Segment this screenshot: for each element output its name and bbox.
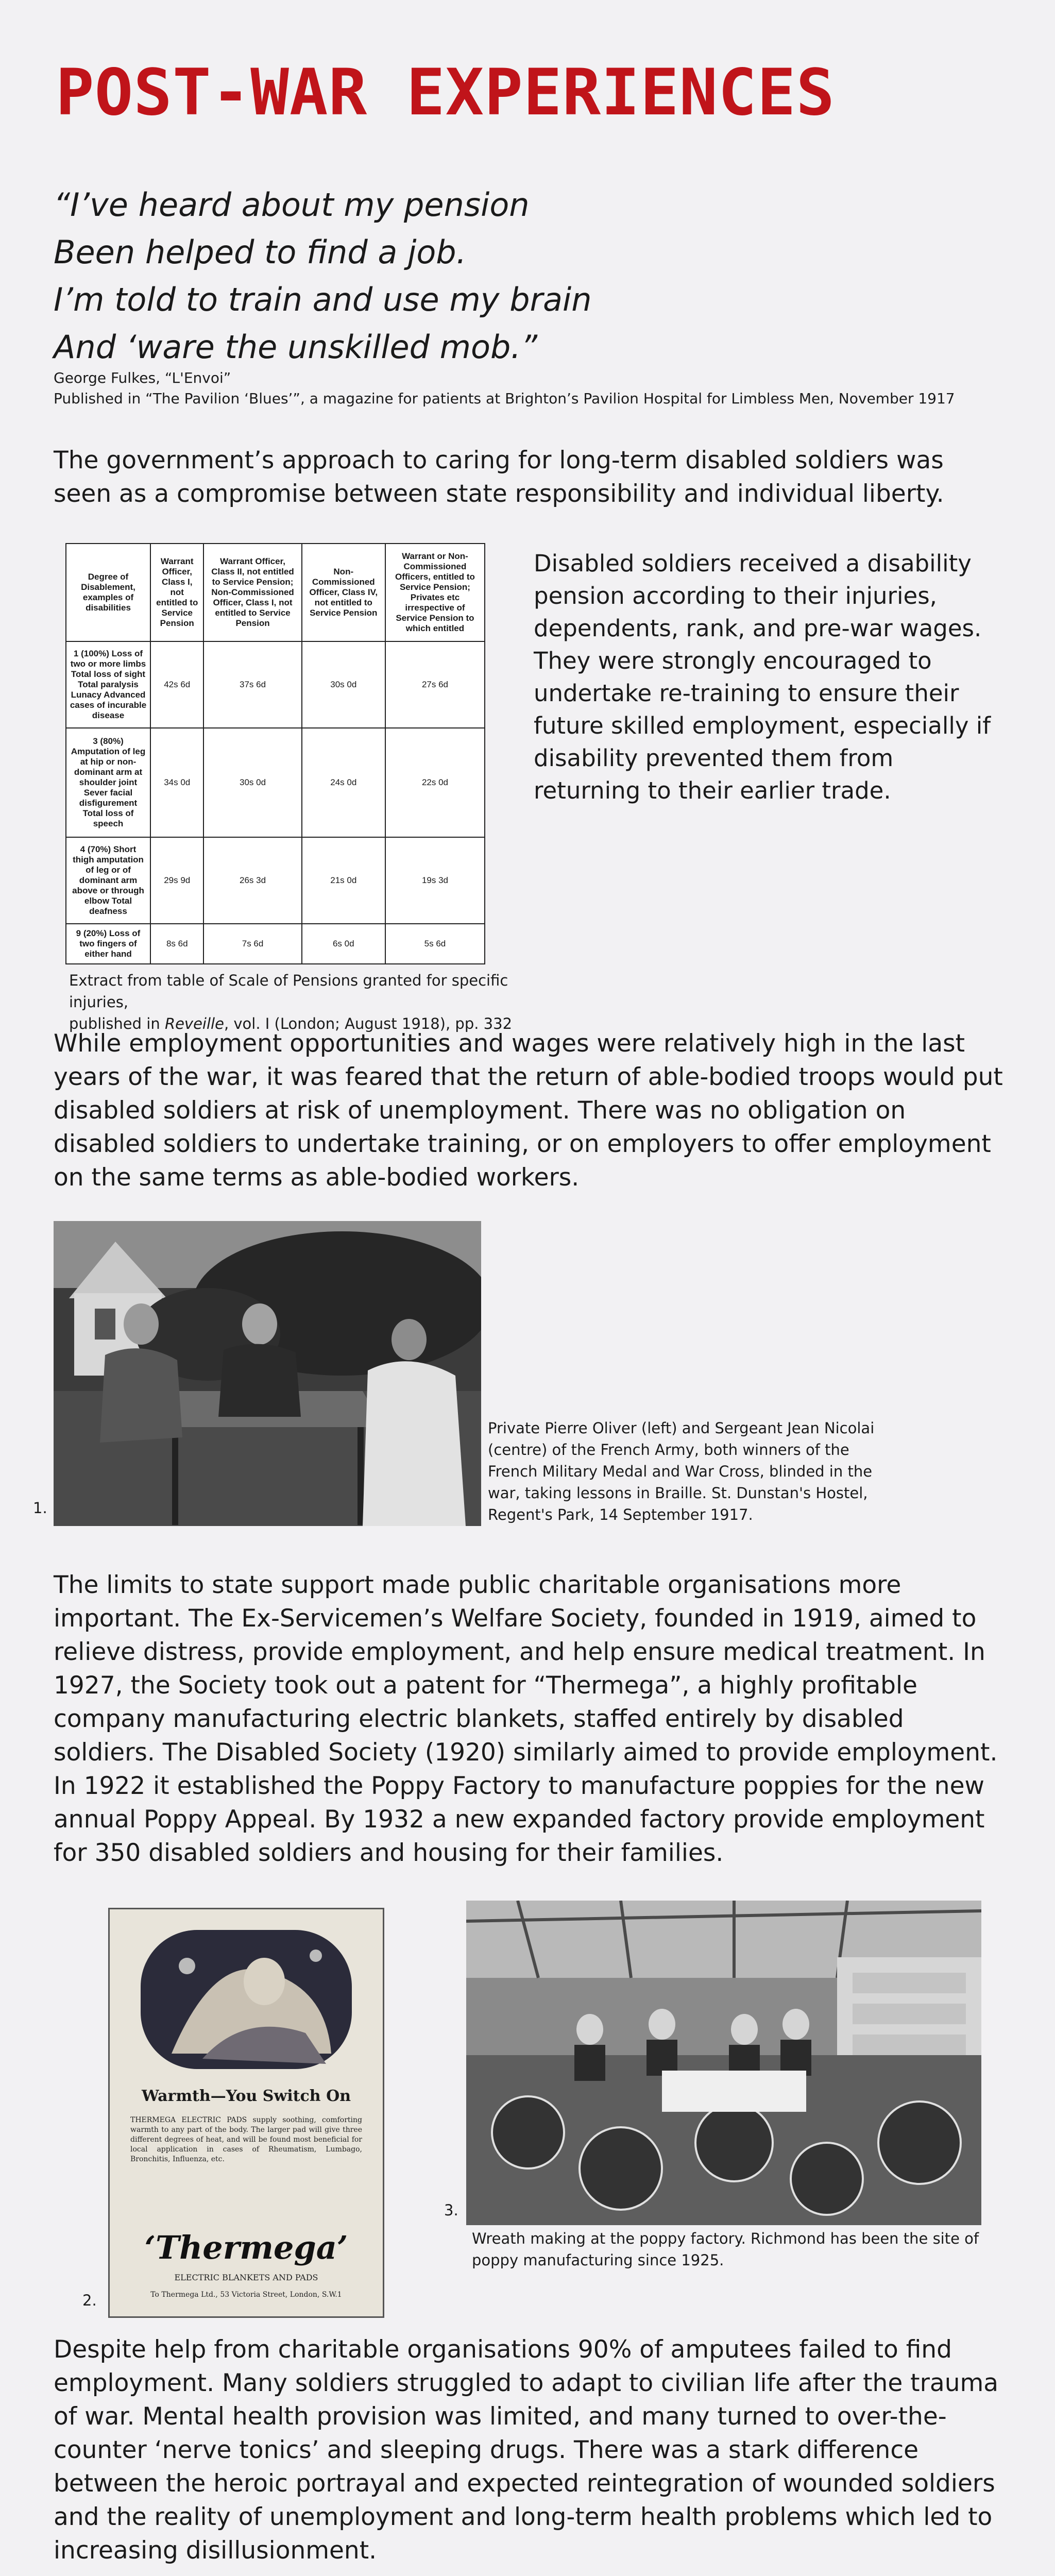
- table-cell: 7s 6d: [203, 924, 301, 964]
- table-cell: 42s 6d: [150, 641, 203, 728]
- employment-paragraph: While employment opportunities and wages were relatively high in the last years of the war, it was feared that the return of able-bodied troops would put disabled soldiers at risk of unemployment. There was no obligation on disabled soldiers to undertake training, or on employers to offer employment on the same terms as able-bodied workers.: [54, 1029, 1003, 1192]
- row-label: 4 (70%) Short thigh amputation of leg or of dominant arm above or through elbow Total deafness: [66, 837, 150, 924]
- table-cell: 29s 9d: [150, 837, 203, 924]
- table-row: [66, 728, 485, 837]
- table-row: [66, 641, 485, 728]
- pension-table: [65, 543, 485, 964]
- table-cell: 19s 3d: [385, 837, 485, 924]
- table-header: Warrant or Non-Commissioned Officers, entitled to Service Pension; Privates etc irrespective of Service Pension to which entitled: [385, 544, 485, 641]
- quote-source: Published in “The Pavilion ‘Blues’”, a magazine for patients at Brighton’s Pavilion Hospital for Limbless Men, November 1917: [54, 390, 955, 407]
- figure3-caption: Wreath making at the poppy factory. Richmond has been the site of poppy manufacturing since 1925.: [472, 2230, 979, 2269]
- table-cell: 27s 6d: [385, 641, 485, 728]
- figure-number: 3.: [444, 2201, 458, 2219]
- table-cell: 24s 0d: [302, 728, 385, 837]
- advert-tagline: ELECTRIC BLANKETS AND PADS: [174, 2273, 318, 2282]
- photo-illustration: [466, 1901, 981, 2225]
- table-cell: 34s 0d: [150, 728, 203, 837]
- quote-line: “I’ve heard about my pension: [54, 186, 530, 224]
- thermega-advertisement: [108, 1908, 384, 2318]
- row-label: 9 (20%) Loss of two fingers of either hand: [66, 924, 150, 964]
- table-header: Degree of Disablement, examples of disabilities: [66, 544, 150, 641]
- table-caption-line: Extract from table of Scale of Pensions granted for specific injuries,: [69, 972, 508, 1011]
- quote-line: Been helped to find a job.: [54, 233, 467, 271]
- table-header: Warrant Officer, Class I, not entitled to Service Pension: [150, 544, 203, 641]
- table-row: [66, 924, 485, 964]
- table-cell: 8s 6d: [150, 924, 203, 964]
- quote-line: And ‘ware the unskilled mob.”: [54, 328, 538, 366]
- table-cell: 37s 6d: [203, 641, 301, 728]
- advert-illustration: [110, 1909, 383, 2079]
- advert-headline: Warmth—You Switch On: [141, 2087, 351, 2105]
- pension-paragraph: Disabled soldiers received a disability pension according to their injuries, dependents, rank, and pre-war wages. They were strongly encouraged to undertake re-training to ensure their future skilled employment, especially if disability prevented them from returning to their earlier trade.: [534, 550, 991, 804]
- advert-address: To Thermega Ltd., 53 Victoria Street, London, S.W.1: [150, 2291, 342, 2299]
- caption-text: published in: [69, 1015, 165, 1032]
- quote-attribution: [54, 368, 955, 409]
- quote-line: I’m told to train and use my brain: [54, 281, 592, 318]
- table-header: Warrant Officer, Class II, not entitled to Service Pension; Non-Commissioned Officer, Class I, not entitled to Service Pension: [203, 544, 301, 641]
- advert-brand: ‘Thermega’: [144, 2229, 348, 2266]
- table-cell: 22s 0d: [385, 728, 485, 837]
- row-label: 3 (80%) Amputation of leg at hip or non-dominant arm at shoulder joint Sever facial disfigurement Total loss of speech: [66, 728, 150, 837]
- table-caption: [69, 970, 553, 1035]
- closing-paragraph: Despite help from charitable organisations 90% of amputees failed to find employment. Many soldiers struggled to adapt to civilian life after the trauma of war. Mental health provision was limited, and many turned to over-the-counter ‘nerve tonics’ and sleeping drugs. There was a stark difference between the heroic portrayal and expected reintegration of wounded soldiers and the reality of unemployment and long-term health problems which led to increasing disillusionment.: [54, 2335, 999, 2565]
- table-header-row: [66, 544, 485, 641]
- charity-paragraph: The limits to state support made public charitable organisations more important. The Ex-Servicemen’s Welfare Society, founded in 1919, aimed to relieve distress, provide employment, and help ensure medical treatment. In 1927, the Society took out a patent for “Thermega”, a highly profitable company manufacturing electric blankets, staffed entirely by disabled soldiers. The Disabled Society (1920) similarly aimed to provide employment. In 1922 it established the Poppy Factory to manufacture poppies for the new annual Poppy Appeal. By 1932 a new expanded factory provide employment for 350 disabled soldiers and housing for their families.: [54, 1571, 998, 1867]
- page-title: POST-WAR EXPERIENCES: [56, 56, 836, 130]
- table-cell: 5s 6d: [385, 924, 485, 964]
- intro-paragraph: The government’s approach to caring for long-term disabled soldiers was seen as a compromise between state responsibility and individual liberty.: [54, 446, 944, 508]
- row-label: 1 (100%) Loss of two or more limbs Total loss of sight Total paralysis Lunacy Advanced cases of incurable disease: [66, 641, 150, 728]
- table-cell: 21s 0d: [302, 837, 385, 924]
- caption-text: , vol. I (London; August 1918), pp. 332: [224, 1015, 513, 1032]
- figure1-caption: Private Pierre Oliver (left) and Sergeant Jean Nicolai (centre) of the French Army, both winners of the French Military Medal and War Cross, blinded in the war, taking lessons in Braille. St. Dunstan's Hostel, Regent's Park, 14 September 1917.: [488, 1419, 875, 1523]
- photo-illustration: [54, 1221, 481, 1526]
- opening-quote: [54, 181, 592, 371]
- figure-number: 1.: [33, 1499, 47, 1517]
- table-cell: 26s 3d: [203, 837, 301, 924]
- table-header: Non-Commissioned Officer, Class IV, not entitled to Service Pension: [302, 544, 385, 641]
- table-row: [66, 837, 485, 924]
- advert-body: THERMEGA ELECTRIC PADS supply soothing, comforting warmth to any part of the body. The larger pad will give three different degrees of heat, and will be found most beneficial for local application in cases of Rheumatism, Lumbago, Bronchitis, Influenza, etc.: [130, 2116, 362, 2163]
- table-cell: 30s 0d: [302, 641, 385, 728]
- table-cell: 30s 0d: [203, 728, 301, 837]
- poppy-factory-photo: [466, 1901, 981, 2225]
- table-cell: 6s 0d: [302, 924, 385, 964]
- braille-lesson-photo: [54, 1221, 481, 1526]
- caption-publication: Reveille: [164, 1015, 224, 1032]
- quote-author: George Fulkes, “L'Envoi”: [54, 369, 231, 386]
- figure-number: 2.: [82, 2292, 97, 2309]
